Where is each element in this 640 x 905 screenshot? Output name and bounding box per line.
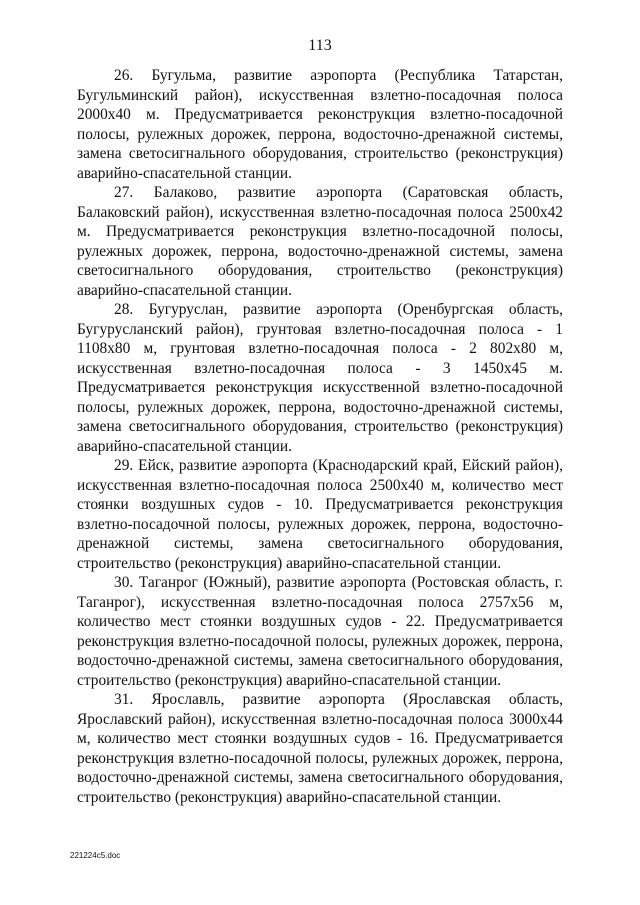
paragraph-item-30: 30. Таганрог (Южный), развитие аэропорта (Ростовская область, г. Таганрог), искусственная взлетно-посадочная полоса 2757x56 м, количество мест стоянки воздушных судов - 22. Предусматривается реконструкция взлетно-посадочной полосы, рулежных дорожек, перрона, водосточно-дренажной системы, замена светосигнального оборудования, строительство (реконструкция) аварийно-спасательной станции. [77,574,563,689]
document-filename-footer: 221224c5.doc [70,851,121,860]
paragraph-item-31: 31. Ярославль, развитие аэропорта (Ярославская область, Ярославский район), искусственная взлетно-посадочная полоса 3000x44 м, количество мест стоянки воздушных судов - 16. Предусматривается реконструкция взлетно-посадочной полосы, рулежных дорожек, перрона, водосточно-дренажной системы, замена светосигнального оборудования, строительство (реконструкция) аварийно-спасательной станции. [77,691,563,806]
paragraph-item-29: 29. Ейск, развитие аэропорта (Краснодарский край, Ейский район), искусственная взлетно-посадочная полоса 2500x40 м, количество мест стоянки воздушных судов - 10. Предусматривается реконструкция взлетно-посадочной полосы, рулежных дорожек, перрона, водосточно-дренажной системы, замена светосигнального оборудования, строительство (реконструкция) аварийно-спасательной станции. [77,457,563,572]
paragraph-item-26: 26. Бугульма, развитие аэропорта (Республика Татарстан, Бугульминский район), искусственная взлетно-посадочная полоса 2000x40 м. Предусматривается реконструкция взлетно-посадочной полосы, рулежных дорожек, перрона, водосточно-дренажной системы, замена светосигнального оборудования, строительство (реконструкция) аварийно-спасательной станции. [77,67,563,182]
paragraph-item-27: 27. Балаково, развитие аэропорта (Саратовская область, Балаковский район), искусственная взлетно-посадочная полоса 2500x42 м. Предусматривается реконструкция взлетно-посадочной полосы, рулежных дорожек, перрона, водосточно-дренажной системы, замена светосигнального оборудования, строительство (реконструкция) аварийно-спасательной станции. [77,184,563,299]
page-number: 113 [308,37,332,54]
paragraph-item-28: 28. Бугуруслан, развитие аэропорта (Оренбургская область, Бугурусланский район), грунтовая взлетно-посадочная полоса - 1 1108x80 м, грунтовая взлетно-посадочная полоса - 2 802x80 м, искусственная взлетно-посадочная полоса - 3 1450x45 м. Предусматривается реконструкция искусственной взлетно-посадочной полосы, рулежных дорожек, перрона, водосточно-дренажной системы, замена светосигнального оборудования, строительство (реконструкция) аварийно-спасательной станции. [77,301,563,455]
document-body [77,66,563,807]
